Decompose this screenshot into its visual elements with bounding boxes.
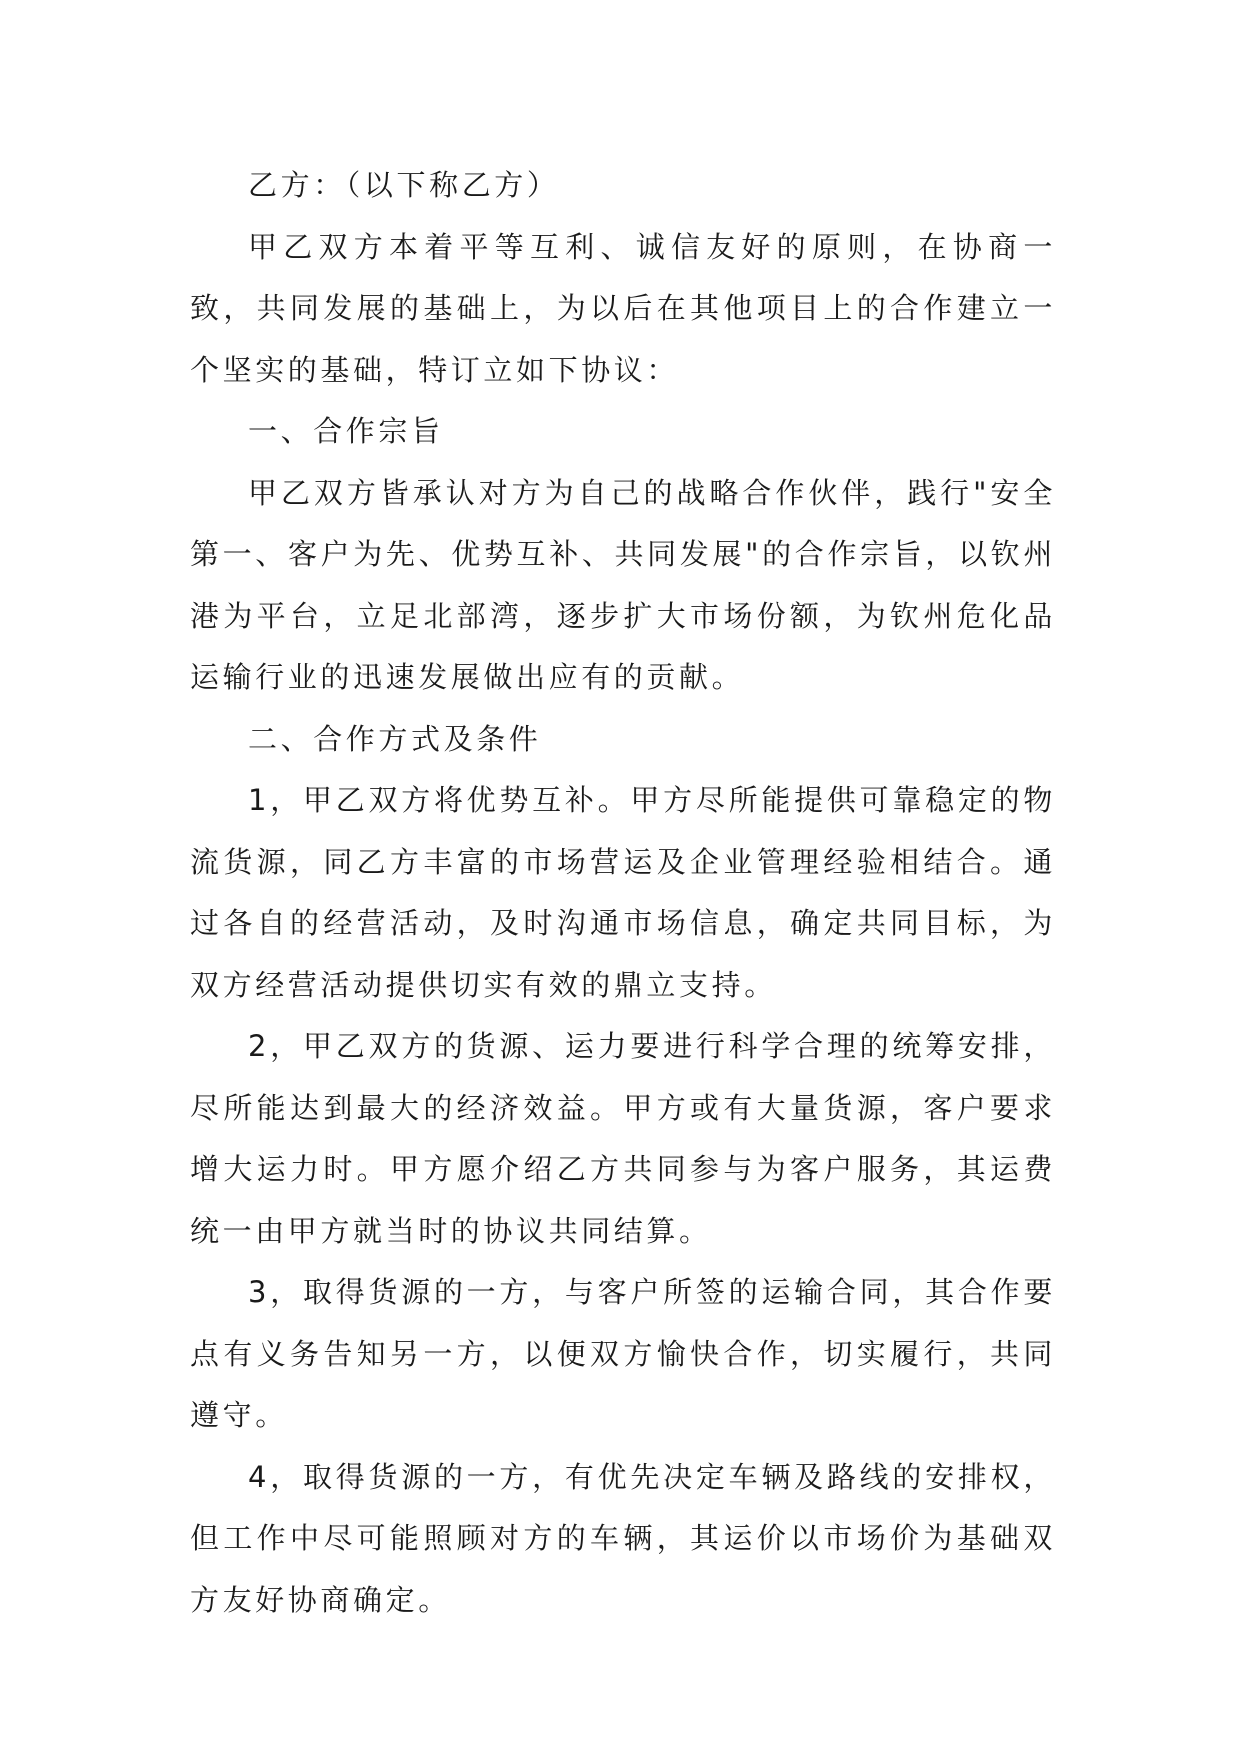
document-body <box>190 155 1056 1631</box>
clause-1-paragraph: 1，甲乙双方将优势互补。甲方尽所能提供可靠稳定的物流货源，同乙方丰富的市场营运及企业管理经验相结合。通过各自的经营活动，及时沟通市场信息，确定共同目标，为双方经营活动提供切实有效的鼎立支持。 <box>190 783 1056 1002</box>
clause-2-paragraph: 2，甲乙双方的货源、运力要进行科学合理的统筹安排，尽所能达到最大的经济效益。甲方或有大量货源，客户要求增大运力时。甲方愿介绍乙方共同参与为客户服务，其运费统一由甲方就当时的协议共同结算。 <box>190 1029 1056 1248</box>
clause-4-paragraph: 4，取得货源的一方，有优先决定车辆及路线的安排权，但工作中尽可能照顾对方的车辆，其运价以市场价为基础双方友好协商确定。 <box>190 1459 1056 1617</box>
purpose-paragraph: 甲乙双方皆承认对方为自己的战略合作伙伴，践行"安全第一、客户为先、优势互补、共同发展"的合作宗旨，以钦州港为平台，立足北部湾，逐步扩大市场份额，为钦州危化品运输行业的迅速发展做出应有的贡献。 <box>190 475 1056 694</box>
section-heading-method: 二、合作方式及条件 <box>248 721 542 756</box>
clause-3-paragraph: 3，取得货源的一方，与客户所签的运输合同，其合作要点有义务告知另一方，以便双方愉快合作，切实履行，共同遵守。 <box>190 1275 1056 1432</box>
party-b-line: 乙方：（以下称乙方） <box>248 168 560 202</box>
section-heading-purpose: 一、合作宗旨 <box>248 414 444 448</box>
preamble-paragraph: 甲乙双方本着平等互利、诚信友好的原则，在协商一致，共同发展的基础上，为以后在其他项目上的合作建立一个坚实的基础，特订立如下协议： <box>190 229 1056 387</box>
